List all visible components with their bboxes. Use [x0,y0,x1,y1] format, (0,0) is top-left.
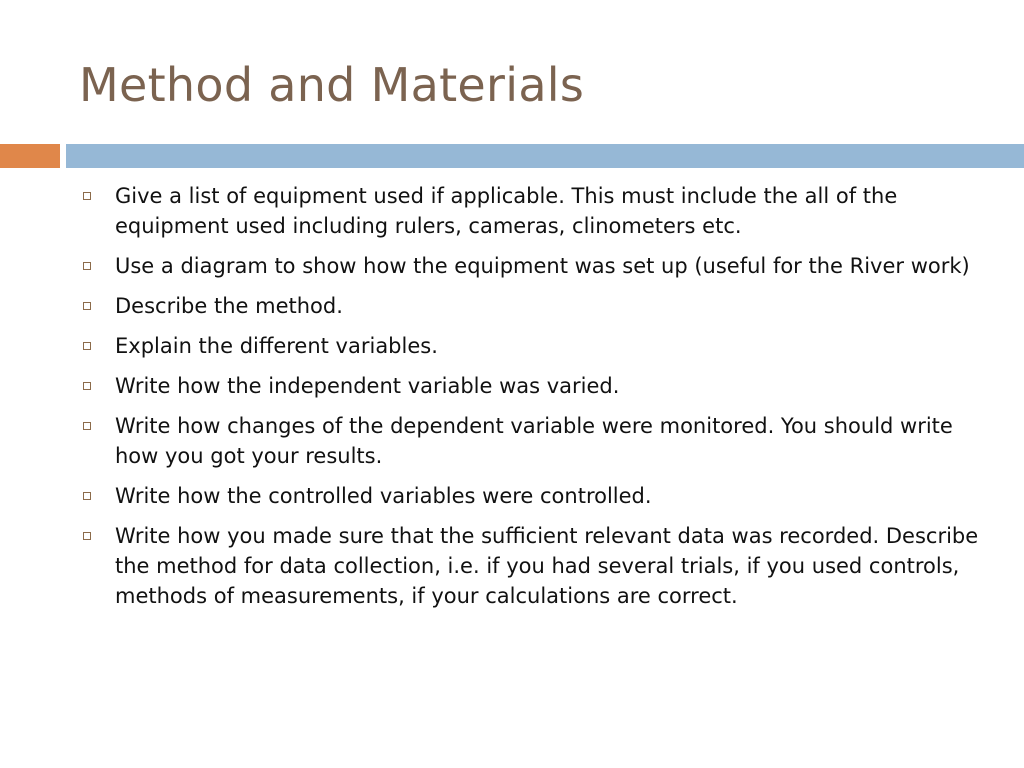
accent-bar-orange [0,144,60,168]
list-item [80,521,980,611]
bullet-text: Explain the different variables. [115,334,438,358]
bullet-text: Write how changes of the dependent variable were monitored. You should write how you got your results. [115,414,953,468]
bullet-text: Give a list of equipment used if applicable. This must include the all of the equipment used including rulers, cameras, clinometers etc. [115,184,898,238]
bullet-list [80,181,980,621]
list-item [80,251,980,281]
square-bullet-icon [83,262,91,270]
bullet-text: Describe the method. [115,294,343,318]
square-bullet-icon [83,302,91,310]
bullet-text: Write how the controlled variables were controlled. [115,484,652,508]
bullet-text: Use a diagram to show how the equipment was set up (useful for the River work) [115,254,970,278]
bullet-text: Write how you made sure that the sufficient relevant data was recorded. Describe the method for data collection, i.e. if you had several trials, if you used controls, methods of measurements, if your calculations are correct. [115,524,979,608]
square-bullet-icon [83,422,91,430]
list-item [80,371,980,401]
square-bullet-icon [83,192,91,200]
list-item [80,481,980,511]
slide-title: Method and Materials [79,58,585,112]
list-item [80,331,980,361]
accent-bar-blue [66,144,1024,168]
square-bullet-icon [83,492,91,500]
square-bullet-icon [83,342,91,350]
list-item [80,181,980,241]
square-bullet-icon [83,532,91,540]
square-bullet-icon [83,382,91,390]
bullet-text: Write how the independent variable was varied. [115,374,620,398]
list-item [80,291,980,321]
list-item [80,411,980,471]
